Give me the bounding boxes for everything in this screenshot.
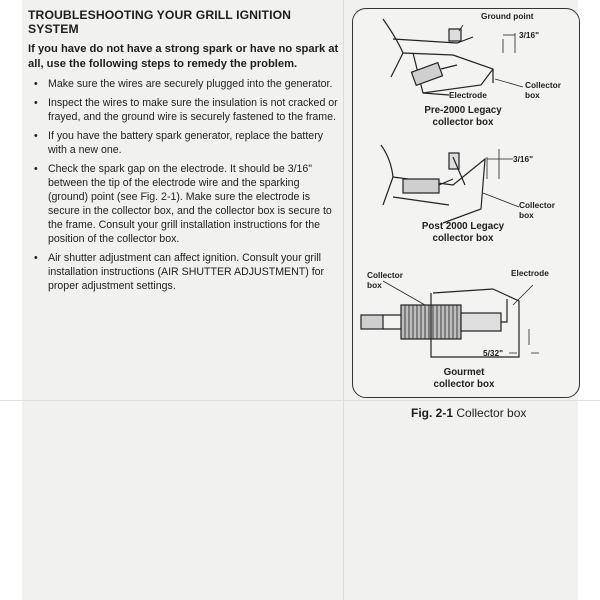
caption-post-2000: Post 2000 Legacy collector box <box>421 221 505 244</box>
step-item: • Check the spark gap on the electrode. It should be 3/16" between the tip of the electrode wire and the sparking (ground) point (see Fig. 2-1). Make sure the electrode is secure in the collector box, and the collector box is secure to the frame. Consult your grill installation instructions for the position of the collector box. <box>48 162 340 246</box>
box-label-2: box <box>519 210 534 220</box>
collector-label-2: Collector <box>519 200 555 210</box>
step-item: • Make sure the wires are securely plugged into the generator. <box>48 77 340 91</box>
gap-label-bottom: 5/32" <box>483 348 504 358</box>
pre-2000-diagram <box>383 19 523 95</box>
figure-number: Fig. 2-1 <box>411 406 454 420</box>
box-label-3: box <box>367 280 382 290</box>
figure-title: Collector box <box>456 406 527 420</box>
step-item: • Inspect the wires to make sure the insulation is not cracked or frayed, and the ground wire is securely fastened to the frame. <box>48 96 340 124</box>
intro-paragraph: If you have do not have a strong spark or have no spark at all, use the following steps to remedy the problem. <box>28 43 339 70</box>
scan-margin-right <box>578 0 600 600</box>
figure-panel <box>352 8 580 398</box>
step-item: • If you have the battery spark generator, replace the battery with a new one. <box>48 129 340 157</box>
section-title: TROUBLESHOOTING YOUR GRILL IGNITION SYSTEM <box>28 8 292 36</box>
troubleshooting-section <box>28 8 340 298</box>
ground-point-label: Ground point <box>481 11 534 21</box>
caption-pre-2000: Pre-2000 Legacy collector box <box>424 105 502 128</box>
gap-label-mid: 3/16" <box>513 154 534 164</box>
electrode-label-3: Electrode <box>511 268 549 278</box>
box-label-1: box <box>525 90 540 100</box>
post-2000-diagram <box>381 145 519 223</box>
collector-label-3: Collector <box>367 270 403 280</box>
paper-fold-horizontal <box>0 400 600 401</box>
step-item: • Air shutter adjustment can affect ignition. Consult your grill installation instructions (AIR SHUTTER ADJUSTMENT) for proper adjustment settings. <box>48 251 340 293</box>
caption-gourmet: Gourmet collector box <box>433 367 495 390</box>
scan-margin-left <box>0 0 22 600</box>
paper-fold-vertical <box>343 0 344 600</box>
gourmet-diagram <box>361 281 539 357</box>
steps-list <box>28 77 340 293</box>
gap-label-top: 3/16" <box>519 30 540 40</box>
electrode-label-1: Electrode <box>449 90 487 100</box>
collector-label-1: Collector <box>525 80 561 90</box>
figure-caption <box>411 406 526 420</box>
